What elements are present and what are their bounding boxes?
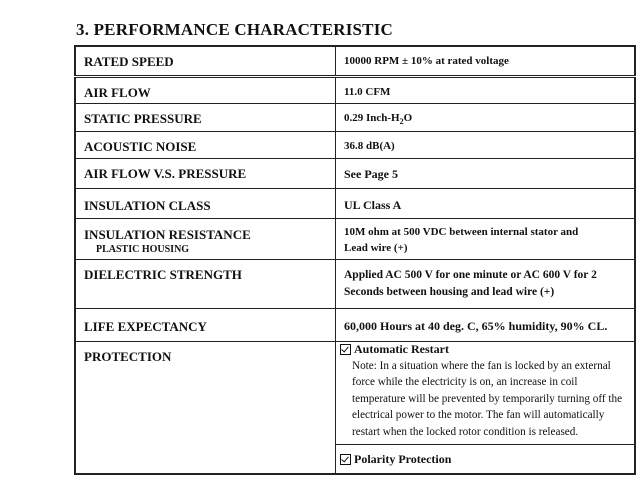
row-value-insulation-resistance bbox=[336, 218, 636, 259]
table-row bbox=[75, 158, 635, 188]
row-value-insulation-class: UL Class A bbox=[336, 188, 636, 218]
table-row bbox=[75, 341, 635, 474]
row-label-insulation-class: INSULATION CLASS bbox=[75, 188, 336, 218]
table-row bbox=[75, 46, 635, 76]
section-heading: 3. PERFORMANCE CHARACTERISTIC bbox=[76, 20, 394, 39]
row-label-air-flow: AIR FLOW bbox=[75, 76, 336, 103]
insulation-resistance-label: INSULATION RESISTANCE bbox=[84, 226, 251, 242]
row-value-static-pressure bbox=[336, 103, 636, 131]
insulation-resistance-line2: Lead wire (+) bbox=[344, 241, 408, 254]
row-label-dielectric-strength: DIELECTRIC STRENGTH bbox=[75, 259, 336, 308]
row-value-protection bbox=[336, 341, 636, 474]
insulation-resistance-sublabel: PLASTIC HOUSING bbox=[96, 243, 190, 255]
row-label-protection: PROTECTION bbox=[75, 341, 336, 474]
table-row bbox=[75, 76, 635, 103]
row-value-dielectric-strength bbox=[336, 259, 636, 308]
auto-restart-block bbox=[336, 342, 634, 441]
row-label-rated-speed: RATED SPEED bbox=[75, 46, 336, 76]
row-value-life-expectancy: 60,000 Hours at 40 deg. C, 65% humidity, 90% CL. bbox=[336, 308, 636, 341]
auto-restart-title: Automatic Restart bbox=[354, 341, 449, 356]
row-label-static-pressure: STATIC PRESSURE bbox=[75, 103, 336, 131]
table-row bbox=[75, 188, 635, 218]
checkbox-checked-icon bbox=[340, 454, 351, 465]
auto-restart-heading bbox=[340, 342, 634, 357]
dielectric-strength-line2: Seconds between housing and lead wire (+) bbox=[344, 285, 555, 298]
table-row bbox=[75, 259, 635, 308]
row-value-air-flow-vs-pressure: See Page 5 bbox=[336, 158, 636, 188]
insulation-resistance-line1: 10M ohm at 500 VDC between internal stator and bbox=[344, 225, 579, 238]
dielectric-strength-line1: Applied AC 500 V for one minute or AC 600 V for 2 bbox=[344, 268, 597, 281]
table-row bbox=[75, 308, 635, 341]
static-pressure-suffix: O bbox=[403, 111, 413, 124]
auto-restart-note bbox=[340, 358, 634, 441]
polarity-block bbox=[336, 444, 634, 473]
row-value-air-flow: 11.0 CFM bbox=[336, 76, 636, 103]
row-label-insulation-resistance bbox=[75, 218, 336, 259]
row-value-rated-speed: 10000 RPM ± 10% at rated voltage bbox=[336, 46, 636, 76]
note-line: restart when the locked rotor condition is released. bbox=[352, 425, 579, 438]
row-label-life-expectancy: LIFE EXPECTANCY bbox=[75, 308, 336, 341]
static-pressure-value: 0.29 Inch-H bbox=[344, 111, 400, 124]
polarity-title: Polarity Protection bbox=[354, 452, 452, 466]
table-row bbox=[75, 103, 635, 131]
checkbox-checked-icon bbox=[340, 344, 351, 355]
row-label-acoustic-noise: ACOUSTIC NOISE bbox=[75, 131, 336, 158]
note-line: force while the electricity is on, an increase in coil bbox=[352, 376, 578, 388]
table-row bbox=[75, 218, 635, 259]
note-line: Note: In a situation where the fan is locked by an external bbox=[352, 359, 611, 372]
static-pressure-subscript: 2 bbox=[399, 116, 404, 126]
row-label-air-flow-vs-pressure: AIR FLOW V.S. PRESSURE bbox=[75, 158, 336, 188]
note-line: electrical power to the motor. The fan will automatically bbox=[352, 409, 605, 421]
polarity-heading bbox=[340, 452, 634, 467]
performance-table bbox=[74, 45, 636, 475]
row-value-acoustic-noise: 36.8 dB(A) bbox=[336, 131, 636, 158]
table-row bbox=[75, 131, 635, 158]
note-line: temperature will be prevented by temporarily turning off the bbox=[352, 392, 623, 405]
